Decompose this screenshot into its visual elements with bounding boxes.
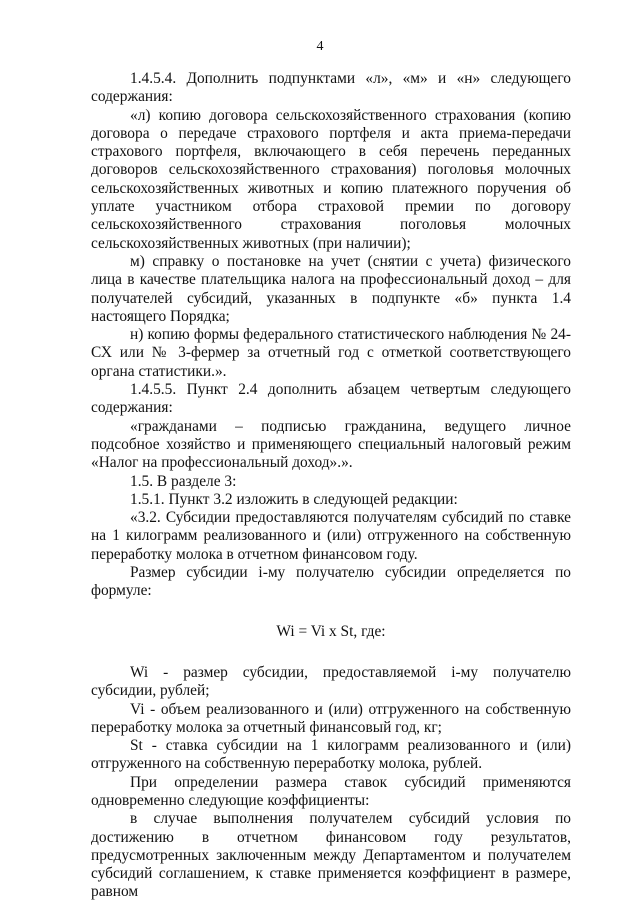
paragraph-vi-definition: Vi - объем реализованного и (или) отгруженного на собственную переработку молока за отчетный финансовый год, кг; [91,700,571,736]
paragraph-st-definition: St - ставка субсидии на 1 килограмм реализованного и (или) отгруженного на собственную переработку молока, рублей. [91,737,571,773]
paragraph-coefficient-condition: в случае выполнения получателем субсидий условия по достижению в отчетном финансовом году результатов, предусмотренных заключенным между Департаментом и получателем субсидий соглашением, к ставке применяется коэффициент в размере, равном [91,810,571,901]
paragraph-subitem-l: «л) копию договора сельскохозяйственного страхования (копию договора о передаче страхового портфеля и акта приема-передачи страхового портфеля, включающего в себя перечень переданных договоров сельскохозяйственного страхования) поголовья молочных сельскохозяйственных животных и копию платежного поручения об уплате участником отбора страховой премии по договору сельскохозяйственного страхования поголовья молочных сельскохозяйственных животных (при наличии); [91,106,571,252]
paragraph-1-5-1: 1.5.1. Пункт 3.2 изложить в следующей редакции: [130,490,458,508]
page-number: 4 [316,39,324,54]
paragraph-subsidy-size: Размер субсидии i-му получателю субсидии определяется по формуле: [91,564,571,600]
paragraph-coefficients: При определении размера ставок субсидий применяются одновременно следующие коэффициенты: [91,773,571,809]
paragraph-1-4-5-4: 1.4.5.4. Дополнить подпунктами «л», «м» и «н» следующего содержания: [91,70,571,106]
paragraph-subitem-n: н) копию формы федерального статистического наблюдения № 24-СХ или № 3-фермер за отчетный год с отметкой соответствующего органа статистики.». [91,326,571,380]
paragraph-wi-definition: Wi - размер субсидии, предоставляемой i-му получателю субсидии, рублей; [91,663,571,700]
document-body [91,70,571,902]
paragraph-1-4-5-5: 1.4.5.5. Пункт 2.4 дополнить абзацем четвертым следующего содержания: [91,381,571,417]
paragraph-1-5: 1.5. В разделе 3: [130,472,237,490]
paragraph-3-2: «3.2. Субсидии предоставляются получателям субсидий по ставке на 1 килограмм реализованного и (или) отгруженного на собственную переработку молока в отчетном финансовом году. [91,509,571,563]
paragraph-citizens: «гражданами – подписью гражданина, ведущего личное подсобное хозяйство и применяющего специальный налоговый режим «Налог на профессиональный доход».». [91,417,571,472]
paragraph-subitem-m: м) справку о постановке на учет (снятии с учета) физического лица в качестве плательщика налога на профессиональный доход – для получателей субсидий, указанных в подпункте «б» пункта 1.4 настоящего Порядка; [91,252,571,325]
formula: Wi = Vi x St, где: [276,622,386,640]
